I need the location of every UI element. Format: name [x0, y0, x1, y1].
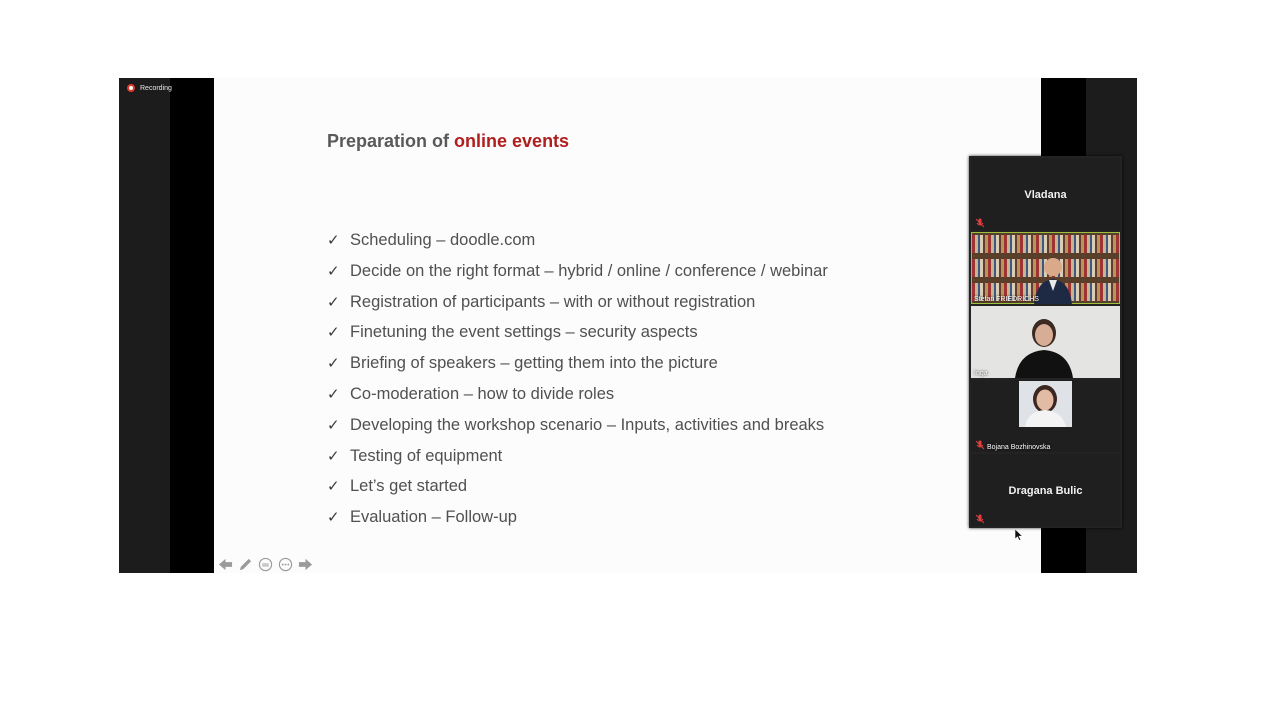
bullet-text: Evaluation – Follow-up: [350, 508, 517, 527]
bullet-item: [327, 323, 828, 354]
subtitles-icon[interactable]: [257, 556, 273, 572]
recording-label: Recording: [140, 84, 172, 92]
bullet-text: Decide on the right format – hybrid / online / conference / webinar: [350, 261, 828, 280]
mouse-cursor-icon: [1015, 529, 1025, 541]
check-icon: ✓: [327, 416, 340, 434]
check-icon: ✓: [327, 355, 340, 373]
bullet-item: [327, 293, 828, 324]
person-silhouette: [1019, 381, 1072, 427]
check-icon: ✓: [327, 385, 340, 403]
participant-tile[interactable]: [971, 380, 1120, 452]
video-feed: [971, 306, 1120, 378]
check-icon: ✓: [327, 509, 340, 527]
bullet-text: Finetuning the event settings – security aspects: [350, 323, 698, 342]
slide-title: [327, 131, 569, 152]
video-area-left-edge: [119, 78, 170, 573]
check-icon: ✓: [327, 324, 340, 342]
meeting-window: [119, 78, 1137, 573]
arrow-right-icon[interactable]: [297, 556, 313, 572]
slide-bullet-list: [327, 231, 828, 539]
shared-slide: [214, 78, 1041, 573]
bullet-item: [327, 416, 828, 447]
participant-tile[interactable]: [971, 306, 1120, 378]
bullet-text: Scheduling – doodle.com: [350, 231, 536, 249]
participant-gallery: [969, 156, 1122, 528]
bullet-item: [327, 447, 828, 478]
check-icon: ✓: [327, 447, 340, 465]
mic-muted-icon: [975, 218, 985, 228]
participant-tile[interactable]: [971, 158, 1120, 230]
check-icon: ✓: [327, 478, 340, 496]
participant-tile[interactable]: [971, 232, 1120, 304]
participant-tile[interactable]: [971, 454, 1120, 526]
bullet-item: [327, 354, 828, 385]
check-icon: ✓: [327, 293, 340, 311]
slideshow-toolbar: [217, 556, 313, 572]
bullet-item: [327, 477, 828, 508]
check-icon: ✓: [327, 232, 340, 249]
participant-name: Vladana: [1024, 189, 1067, 201]
bullet-item: [327, 508, 828, 539]
bullet-text: Registration of participants – with or without registration: [350, 292, 756, 311]
record-icon: [127, 84, 135, 92]
bullet-text: Briefing of speakers – getting them into the picture: [350, 354, 718, 373]
bullet-item: [327, 262, 828, 293]
participant-name: Inga: [974, 370, 988, 377]
bullet-text: Testing of equipment: [350, 446, 503, 465]
mic-muted-icon: [975, 440, 985, 450]
slide-title-accent: online events: [454, 131, 570, 151]
arrow-left-icon[interactable]: [217, 556, 233, 572]
bullet-text: Let’s get started: [350, 477, 468, 496]
pen-icon[interactable]: [237, 556, 253, 572]
bullet-text: Co-moderation – how to divide roles: [350, 384, 615, 403]
more-icon[interactable]: [277, 556, 293, 572]
person-silhouette: [1009, 314, 1079, 378]
bullet-text: Developing the workshop scenario – Inputs, activities and breaks: [350, 415, 825, 434]
bullet-item: [327, 231, 828, 262]
participant-name: Bojana Bozhinovska: [987, 444, 1051, 451]
recording-indicator[interactable]: [127, 84, 172, 92]
profile-photo: [1019, 381, 1072, 427]
bullet-item: [327, 385, 828, 416]
participant-name: Stefan FRIEDRICHS: [974, 296, 1039, 303]
mic-muted-icon: [975, 514, 985, 524]
check-icon: ✓: [327, 262, 340, 280]
video-feed: [971, 232, 1120, 304]
letterbox-left: [170, 78, 214, 573]
slide-title-prefix: Preparation of: [327, 131, 455, 151]
participant-name: Dragana Bulic: [1008, 485, 1083, 497]
